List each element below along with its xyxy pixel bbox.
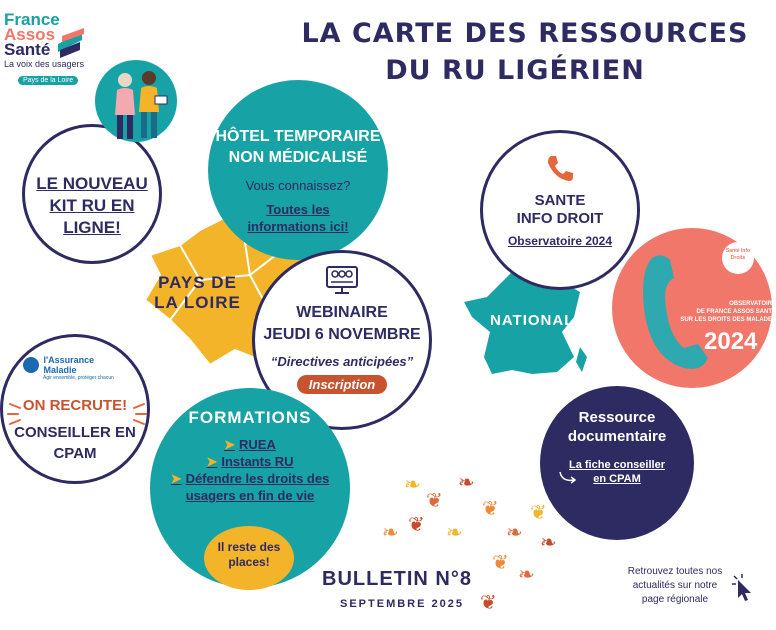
places-line-1: Il reste des	[217, 540, 281, 554]
leaf-icon: ❦	[492, 552, 509, 574]
sante-info-droits-badge: Santé Info Droits	[722, 242, 754, 274]
sante-info-line-1: SANTE	[534, 192, 586, 209]
assurance-maladie-logo	[23, 355, 147, 381]
sante-info-line-2: INFO DROIT	[516, 210, 604, 227]
sante-info-droit-circle	[480, 130, 640, 290]
footer-line-1: Retrouvez toutes nos	[627, 566, 723, 577]
footer-line-3: page régionale	[641, 594, 709, 605]
observatoire-image[interactable]	[612, 228, 776, 388]
obs-line-1: OBSERVATOIRE	[729, 301, 776, 307]
leaf-icon: ❧	[506, 522, 523, 544]
obs-year: 2024	[704, 328, 758, 355]
ressource-link-line-1: La fiche conseiller	[569, 459, 665, 471]
leaf-icon: ❦	[530, 502, 547, 524]
footer-line-2: actualités sur notre	[632, 580, 718, 591]
region-label-line-2: LA LOIRE	[154, 293, 241, 312]
ressource-line-1: Ressource	[578, 409, 656, 426]
logo-line-1: France	[4, 10, 60, 29]
formation-fin-de-vie-link-line-2[interactable]: usagers en fin de vie	[185, 488, 315, 503]
bulletin-title: BULLETIN N°8	[322, 568, 472, 590]
kit-ru-link[interactable]	[25, 173, 159, 239]
webinaire-line-1: WEBINAIRE	[296, 304, 388, 321]
title-line-1: LA CARTE DES RESSOURCES	[301, 18, 749, 49]
logo-line-3: Santé	[4, 40, 51, 59]
people-icon	[95, 60, 177, 142]
national-label: NATIONAL	[490, 312, 575, 329]
kit-ru-circle[interactable]	[22, 124, 162, 264]
obs-line-2: DE FRANCE ASSOS SANTÉ	[696, 309, 776, 315]
formation-fin-de-vie-link[interactable]: ➤ Défendre les droits des	[150, 470, 350, 487]
assurance-maladie-icon	[23, 357, 39, 373]
ressource-link-line-2: en CPAM	[593, 473, 641, 485]
hotel-question: Vous connaissez?	[245, 178, 351, 193]
cpam-logo-line-2: Maladie	[43, 365, 77, 375]
kit-line-2: KIT RU EN	[49, 196, 135, 215]
hotel-info-link[interactable]	[208, 201, 388, 235]
places-badge	[204, 526, 294, 590]
recrute-label: ON RECRUTE!	[22, 397, 128, 414]
footer-link[interactable]	[600, 565, 750, 607]
observatoire-link[interactable]: Observatoire 2024	[507, 234, 613, 248]
title-line-2: DU RU LIGÉRIEN	[385, 55, 645, 86]
cpam-line-1: CONSEILLER EN	[14, 424, 136, 441]
hotel-circle	[208, 80, 388, 260]
logo-tagline: La voix des usagers	[4, 59, 85, 69]
phone-icon	[545, 153, 575, 183]
curved-arrow-icon	[558, 470, 578, 484]
people-illustration-circle	[95, 60, 177, 142]
inscription-button[interactable]: Inscription	[297, 375, 387, 394]
places-line-2: places!	[228, 555, 270, 569]
cursor-click-icon	[730, 572, 756, 602]
leaf-icon: ❧	[404, 474, 421, 496]
formation-ruea-link[interactable]: ➤ RUEA	[150, 436, 350, 453]
page-title	[290, 18, 760, 86]
region-label	[150, 273, 245, 313]
leaf-icon: ❧	[458, 472, 475, 494]
leaf-icon: ❧	[382, 522, 399, 544]
leaf-icon: ❦	[408, 514, 425, 536]
obs-line-3: SUR LES DROITS DES MALADES	[680, 317, 776, 323]
leaf-icon: ❦	[426, 490, 443, 512]
hotel-link-line-1: Toutes les	[266, 202, 330, 217]
hotel-link-line-2: informations ici!	[247, 219, 349, 234]
cpam-logo-tagline: Agir ensemble, protéger chacun	[43, 375, 114, 381]
leaf-icon: ❧	[540, 532, 557, 554]
kit-line-3: LIGNE!	[63, 218, 121, 237]
leaf-icon: ❦	[480, 592, 497, 614]
formation-instants-ru-link[interactable]: ➤ Instants RU	[150, 453, 350, 470]
cpam-logo-line-1: l'Assurance	[43, 355, 95, 365]
hotel-line-2: NON MÉDICALISÉ	[228, 149, 368, 166]
bulletin-date: SEPTEMBRE 2025	[340, 598, 464, 610]
sparkle-icon	[2, 390, 152, 440]
ressource-line-2: documentaire	[567, 428, 667, 445]
kit-line-1: LE NOUVEAU	[36, 174, 148, 193]
leaf-icon: ❧	[518, 564, 535, 586]
ressource-circle	[540, 386, 694, 540]
logo-line-2: Assos	[4, 25, 56, 44]
cpam-line-2: CPAM	[53, 445, 97, 462]
region-badge: Pays de la Loire	[18, 76, 78, 85]
video-conference-icon	[325, 265, 359, 295]
leaf-icon: ❦	[482, 498, 499, 520]
logo-flag-icon	[56, 26, 86, 60]
webinaire-topic: “Directives anticipées”	[270, 354, 414, 369]
region-label-line-1: PAYS DE	[158, 273, 237, 292]
formations-heading: FORMATIONS	[188, 408, 312, 427]
hotel-line-1: HÔTEL TEMPORAIRE	[215, 128, 381, 145]
fiche-conseiller-link[interactable]	[540, 458, 694, 486]
webinaire-line-2: JEUDI 6 NOVEMBRE	[263, 326, 421, 343]
leaf-icon: ❧	[446, 522, 463, 544]
